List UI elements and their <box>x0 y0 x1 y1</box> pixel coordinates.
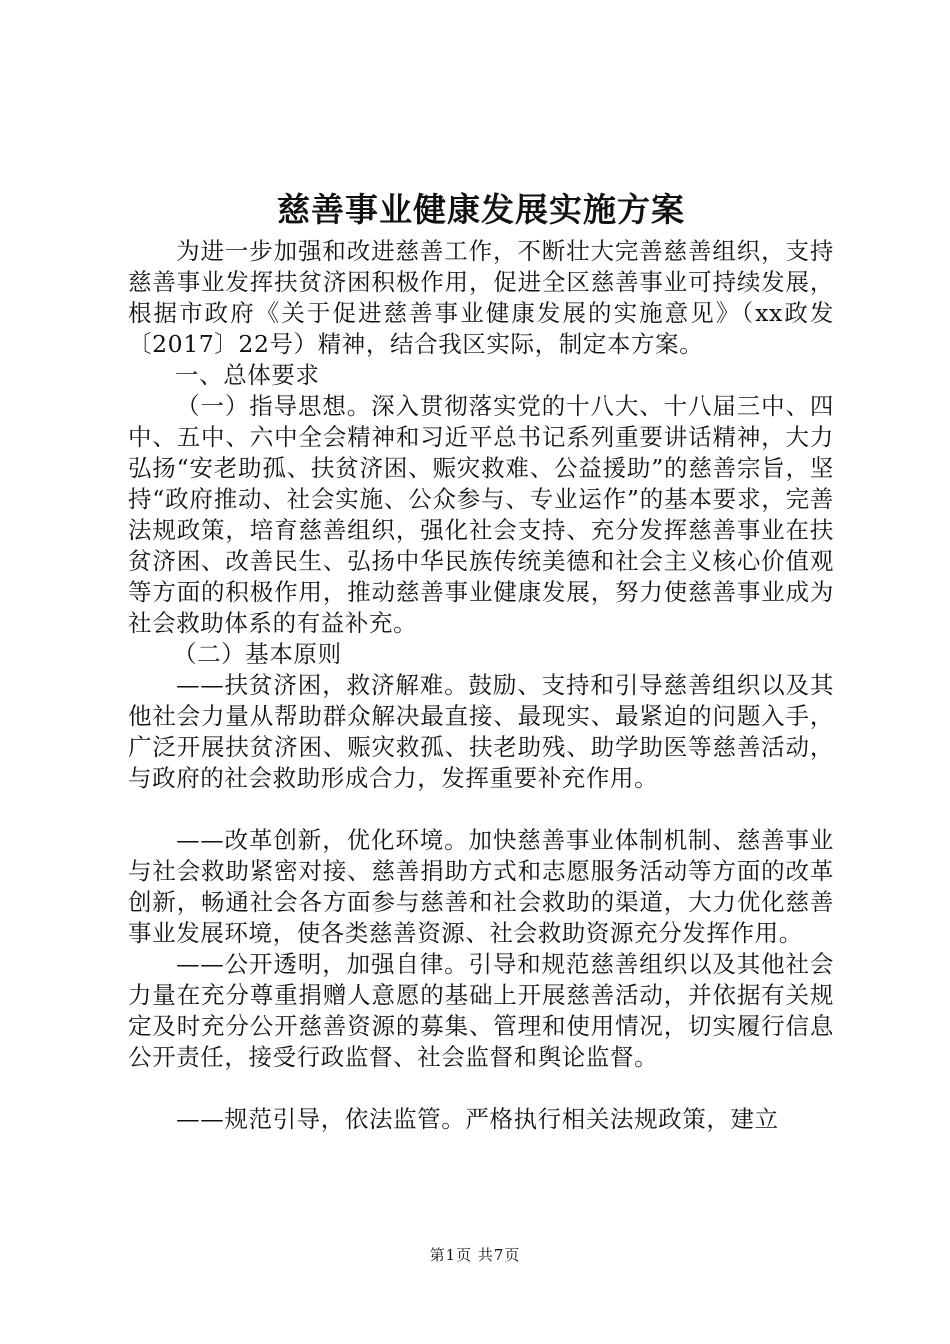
document-title: 慈善事业健康发展实施方案 <box>277 190 685 229</box>
principle-paragraph-poverty-relief: ——扶贫济困，救济解难。鼓励、支持和引导慈善组织以及其他社会力量从帮助群众解决最直接、最现实、最紧迫的问题入手，广泛开展扶贫济困、赈灾救孤、扶老助残、助学助医等慈善活动，与政府的社会救助形成合力，发挥重要补充作用。 <box>128 671 834 792</box>
paragraph-spacer <box>128 1073 834 1104</box>
paragraph-spacer <box>128 794 834 825</box>
subsection-heading-basic-principles: （二）基本原则 <box>173 640 342 668</box>
principle-paragraph-regulation: ——规范引导，依法监管。严格执行相关法规政策，建立 <box>176 1105 779 1133</box>
guiding-ideology-paragraph: （一）指导思想。深入贯彻落实党的十八大、十八届三中、四中、五中、六中全会精神和习近平总书记系列重要讲话精神，大力弘扬“安老助孤、扶贫济困、赈灾救难、公益援助”的慈善宗旨，坚持“政府推动、社会实施、公众参与、专业运作”的基本要求，完善法规政策，培育慈善组织，强化社会支持、充分发挥慈善事业在扶贫济困、改善民生、弘扬中华民族传统美德和社会主义核心价值观等方面的积极作用，推动慈善事业健康发展，努力使慈善事业成为社会救助体系的有益补充。 <box>128 392 834 637</box>
document-page <box>128 185 834 1135</box>
principle-paragraph-reform-innovation: ——改革创新，优化环境。加快慈善事业体制机制、慈善事业与社会救助紧密对接、慈善捐助方式和志愿服务活动等方面的改革创新，畅通社会各方面参与慈善和社会救助的渠道，大力优化慈善事业发展环境，使各类慈善资源、社会救助资源充分发挥作用。 <box>128 826 834 947</box>
intro-paragraph: 为进一步加强和改进慈善工作，不断壮大完善慈善组织，支持慈善事业发挥扶贫济困积极作用，促进全区慈善事业可持续发展，根据市政府《关于促进慈善事业健康发展的实施意见》（xx政发〔2017〕22号）精神，结合我区实际，制定本方案。 <box>128 237 834 358</box>
page-footer: 第1页 共7页 <box>429 1246 521 1264</box>
principle-paragraph-transparency: ——公开透明，加强自律。引导和规范慈善组织以及其他社会力量在充分尊重捐赠人意愿的基础上开展慈善活动，并依据有关规定及时充分公开慈善资源的募集、管理和使用情况，切实履行信息公开责任，接受行政监督、社会监督和舆论监督。 <box>128 950 834 1071</box>
section-heading-general-requirements: 一、总体要求 <box>175 361 320 389</box>
